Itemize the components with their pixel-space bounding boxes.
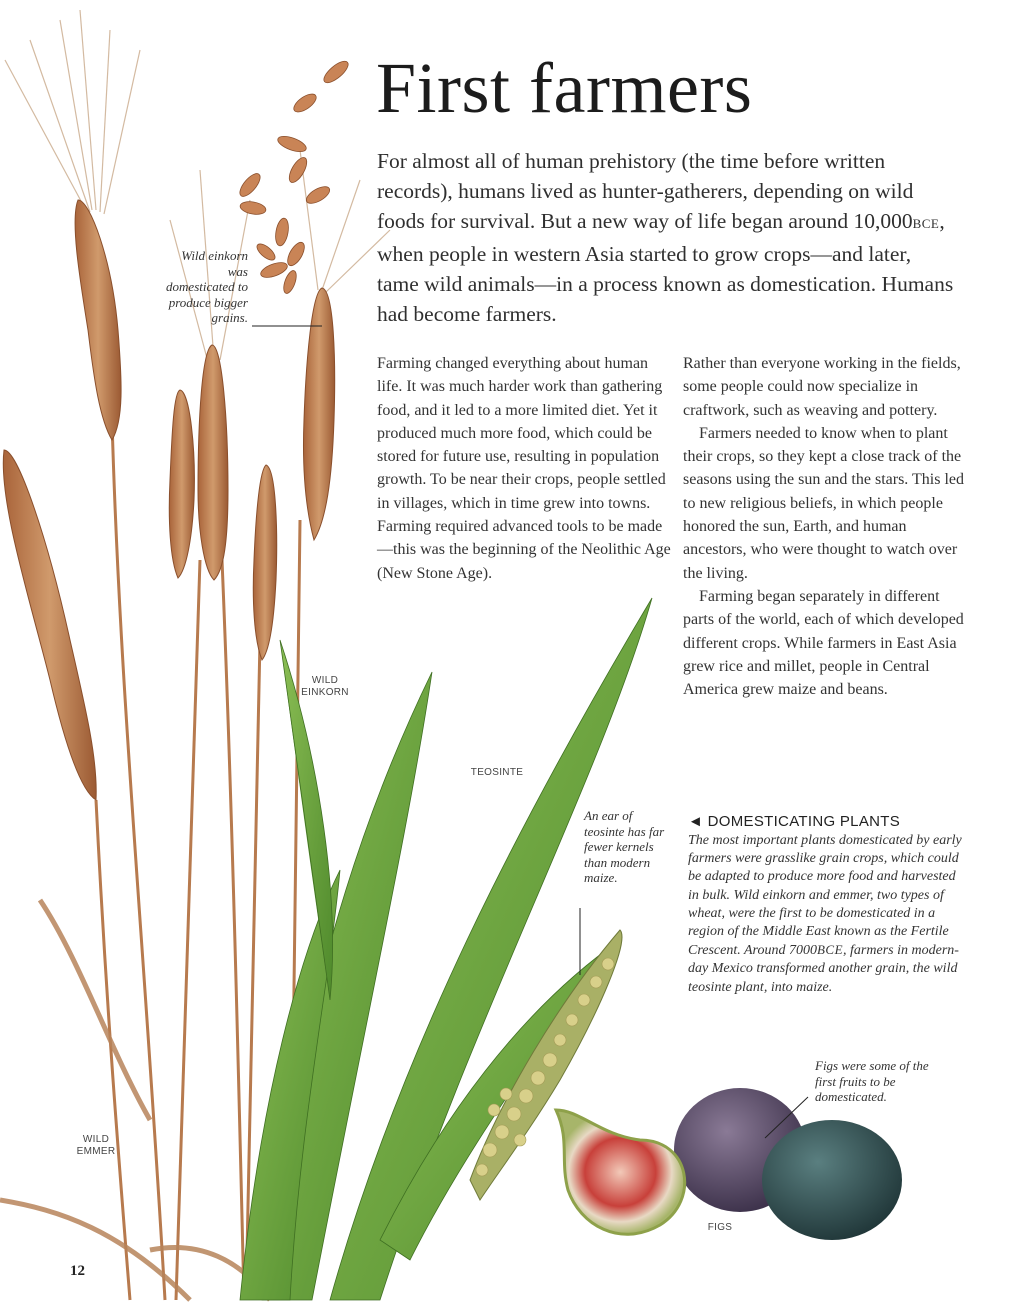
- column1-paragraph: Farming changed everything about human life. It was much harder work than gathering food, and it led to a more limited diet. Yet it produced much more food, which could be stored for future use, resulting in population growth. To be near their crops, people settled in villages, which in time grew into towns. Farming required advanced tools to be made—this was the beginning of the Neolithic Age (New Stone Age).: [377, 355, 671, 582]
- column2-paragraph: Farmers needed to know when to plant their crops, so they kept a close track of the seasons using the sun and the stars. This led to new religious beliefs, in which people honored the sun, Earth, and human ancestors, who were thought to watch over the living.: [683, 424, 965, 582]
- page-number: 12: [70, 1263, 85, 1279]
- column2-paragraph: Rather than everyone working in the fields, some people could now specialize in craftwork, such as weaving and pottery.: [683, 355, 961, 419]
- body-column-2: [683, 352, 973, 701]
- sidebar-text-1: The most important plants domesticated by early farmers were grasslike grain crops, which could be adapted to produce more food and harvested in bulk. Wild einkorn and emmer, two types of wheat, were the first to be domesticated in a region of the Middle East known as the Fertile Crescent. Around 7000: [688, 833, 962, 959]
- wheat-leaves: [0, 900, 270, 1300]
- sidebar-era: BCE: [816, 942, 844, 958]
- intro-text-1: For almost all of human prehistory (the time before written records), humans lived as hunter-gatherers, depending on wild foods for survival. But a new way of life began around 10,000: [377, 149, 914, 233]
- sidebar-heading: [688, 812, 970, 832]
- wild-emmer-label: WILD EMMER: [76, 1134, 116, 1157]
- wild-einkorn-label: WILD EINKORN: [301, 675, 349, 698]
- figs-label: FIGS: [707, 1222, 733, 1233]
- sidebar-heading-text: DOMESTICATING PLANTS: [707, 813, 901, 830]
- figs: [556, 1088, 902, 1240]
- sidebar-text-2: , farmers in modern-day Mexico transformed another grain, the wild teosinte plant, into maize.: [688, 943, 959, 995]
- left-arrow-icon: ◄: [688, 813, 704, 830]
- domesticating-plants-box: [688, 812, 970, 997]
- teosinte-caption: An ear of teosinte has far fewer kernels than modern maize.: [584, 808, 665, 885]
- intro-era: BCE: [912, 216, 940, 231]
- intro-text-2: , when people in western Asia started to grow crops—and later, tame wild animals—in a process known as domestication. Humans had become farmers.: [377, 209, 954, 326]
- einkorn-caption: Wild einkorn was domesticated to produce bigger grains.: [166, 248, 248, 325]
- figs-caption: Figs were some of the first fruits to be domesticated.: [815, 1058, 929, 1104]
- column2-paragraph: Farming began separately in different parts of the world, each of which developed different crops. While farmers in East Asia grew rice and millet, people in Central America grew maize and beans.: [683, 587, 964, 699]
- intro-paragraph: [377, 146, 957, 329]
- wheat-grains: [236, 58, 351, 295]
- sidebar-text: [688, 832, 970, 997]
- teosinte-label: TEOSINTE: [470, 767, 524, 778]
- page-title: First farmers: [376, 48, 753, 128]
- body-column-1: [377, 352, 677, 585]
